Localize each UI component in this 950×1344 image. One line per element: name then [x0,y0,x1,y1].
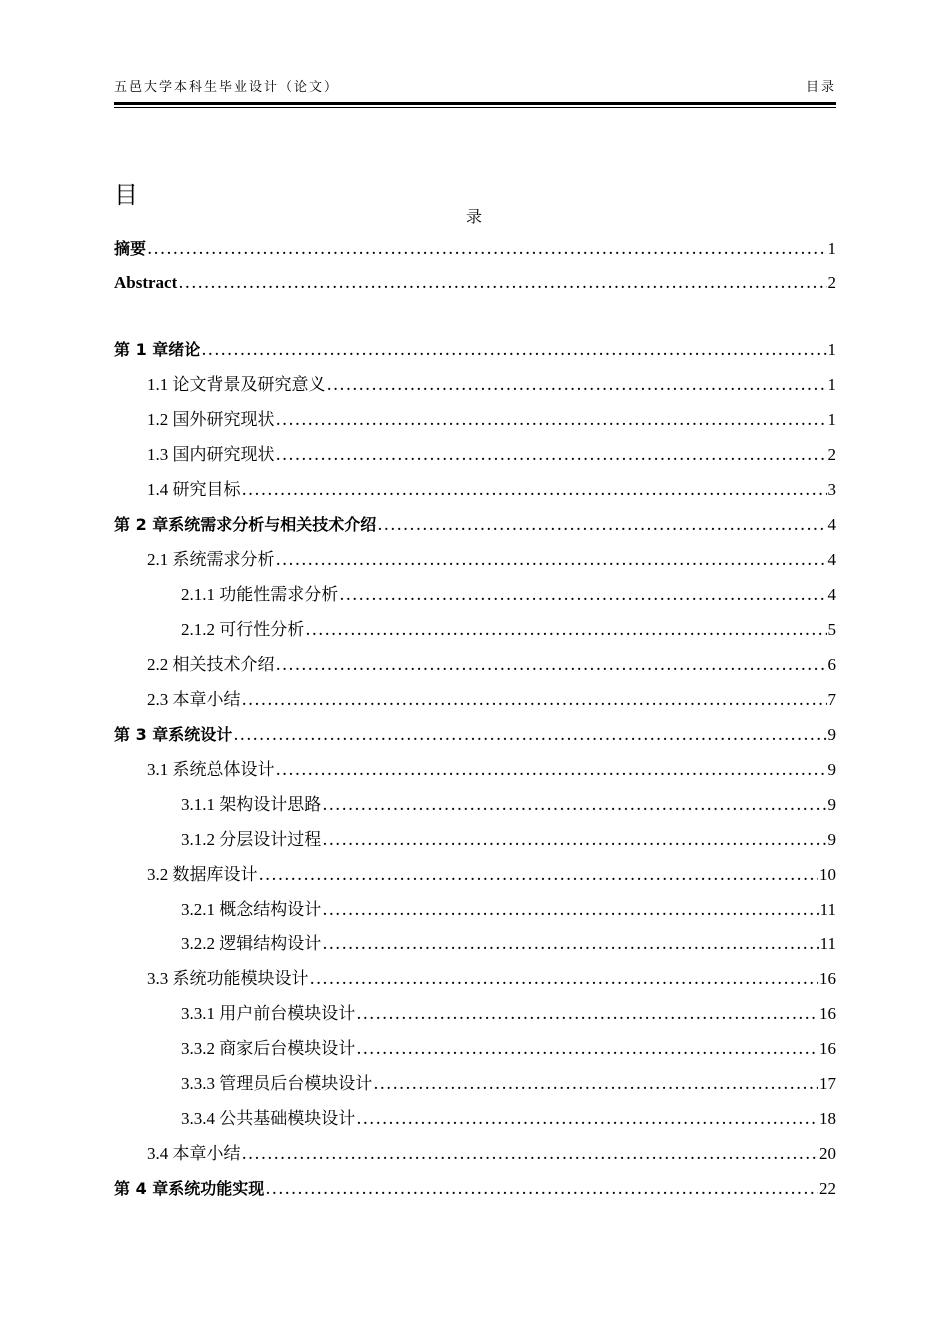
toc-entry[interactable] [114,443,836,467]
toc-entry[interactable] [114,1002,836,1026]
toc-dot-leader [233,723,826,747]
toc-entry[interactable] [114,583,836,607]
toc-entry[interactable] [114,967,836,991]
toc-entry-label: 3.3.1 用户前台模块设计 [181,1004,356,1023]
toc-entry-page-number: 18 [819,1109,836,1128]
toc-dot-leader [259,863,819,887]
toc-entry-page-number: 9 [827,725,836,744]
header-rule-thick [114,102,836,105]
toc-entry[interactable] [114,758,836,782]
toc-entry[interactable] [114,723,836,747]
toc-entry[interactable] [114,1177,836,1201]
toc-entry[interactable] [114,237,836,261]
toc-dot-leader [356,1037,818,1061]
toc-entry-page-number: 7 [827,690,836,709]
toc-dot-leader [147,237,826,261]
toc-dot-leader [322,793,826,817]
toc-dot-leader [242,478,827,502]
toc-entry-page-number: 1 [827,410,836,429]
toc-entry[interactable] [114,1072,836,1096]
toc-entry-page-number: 4 [827,585,836,604]
toc-dot-leader [339,583,826,607]
toc-entry[interactable] [114,1107,836,1131]
toc-dot-leader [276,548,827,572]
toc-entry-page-number: 22 [819,1179,836,1198]
toc-entry-page-number: 9 [827,795,836,814]
toc-entry-page-number: 1 [827,375,836,394]
toc-entry[interactable] [114,478,836,502]
toc-entry-page-number: 20 [819,1144,836,1163]
toc-entry[interactable] [114,548,836,572]
header-thesis-title: 五邑大学本科生毕业设计（论文） [114,80,340,95]
toc-entry[interactable] [114,338,836,362]
toc-dot-leader [276,408,827,432]
toc-entry-page-number: 6 [827,655,836,674]
toc-entry-label: 3.2.1 概念结构设计 [181,900,322,919]
toc-entry-page-number: 1 [827,239,836,258]
toc-entry-label: 3.3 系统功能模块设计 [147,969,309,988]
toc-entry-label: 3.1.2 分层设计过程 [181,830,322,849]
toc-entry[interactable] [114,1037,836,1061]
toc-title-first-char: 目 [114,181,138,209]
toc-entry-page-number: 1 [827,340,836,359]
toc-entry[interactable] [114,513,836,537]
toc-dot-leader [322,932,818,956]
toc-entry-label: 3.1 系统总体设计 [147,760,275,779]
toc-entry-page-number: 16 [819,1039,836,1058]
toc-entry[interactable] [114,793,836,817]
toc-entry[interactable] [114,828,836,852]
header-section-name: 目录 [805,80,836,95]
toc-dot-leader [373,1072,818,1096]
header-rule-thin [114,107,836,108]
toc-dot-leader [322,828,826,852]
page-header [114,78,836,100]
toc-dot-leader [310,967,819,991]
toc-dot-leader [265,1177,818,1201]
toc-dot-leader [276,653,827,677]
toc-entry-label: 2.1.2 可行性分析 [181,620,305,639]
toc-entry-label: 1.4 研究目标 [147,480,241,499]
toc-entry-label: 2.1.1 功能性需求分析 [181,585,339,604]
toc-entry-label: 3.4 本章小结 [147,1144,241,1163]
toc-entry[interactable] [114,271,836,295]
toc-entry-label: 1.2 国外研究现状 [147,410,275,429]
toc-dot-leader [201,338,826,362]
toc-entry-label: 1.3 国内研究现状 [147,445,275,464]
toc-entry-page-number: 9 [827,760,836,779]
toc-entry-label: Abstract [114,273,178,292]
toc-dot-leader [356,1107,818,1131]
toc-entry[interactable] [114,653,836,677]
toc-entry-page-number: 11 [819,934,836,953]
toc-entry-label: 第 2 章系统需求分析与相关技术介绍 [114,515,377,534]
toc-entry[interactable] [114,932,836,956]
toc-dot-leader [305,618,826,642]
toc-dot-leader [276,758,827,782]
toc-dot-leader [377,513,826,537]
toc-entry-label: 2.3 本章小结 [147,690,241,709]
toc-dot-leader [322,898,818,922]
toc-entry-page-number: 17 [819,1074,836,1093]
toc-entry[interactable] [114,688,836,712]
toc-entry-page-number: 3 [827,480,836,499]
toc-entry-label: 第 4 章系统功能实现 [114,1179,265,1198]
toc-entry-page-number: 4 [827,515,836,534]
toc-entry[interactable] [114,373,836,397]
toc-entry-label: 摘要 [114,239,147,258]
toc-entry-page-number: 16 [819,969,836,988]
toc-entry-label: 3.3.2 商家后台模块设计 [181,1039,356,1058]
toc-entry-label: 2.2 相关技术介绍 [147,655,275,674]
toc-entry[interactable] [114,863,836,887]
toc-entry-label: 第 1 章绪论 [114,340,201,359]
toc-entry[interactable] [114,1142,836,1166]
toc-dot-leader [327,373,827,397]
toc-entry-label: 3.2.2 逻辑结构设计 [181,934,322,953]
toc-entry-label: 2.1 系统需求分析 [147,550,275,569]
toc-entry-page-number: 2 [827,445,836,464]
toc-entry-page-number: 9 [827,830,836,849]
toc-entry-label: 第 3 章系统设计 [114,725,233,744]
toc-entry-page-number: 4 [827,550,836,569]
toc-entry-page-number: 2 [827,273,836,292]
toc-dot-leader [356,1002,818,1026]
toc-dot-leader [242,688,827,712]
toc-entry-label: 1.1 论文背景及研究意义 [147,375,326,394]
toc-entry[interactable] [114,408,836,432]
toc-entry-page-number: 10 [819,865,836,884]
toc-entry-label: 3.3.4 公共基础模块设计 [181,1109,356,1128]
toc-entry-page-number: 5 [827,620,836,639]
toc-entry-label: 3.2 数据库设计 [147,865,258,884]
toc-entry-page-number: 11 [819,900,836,919]
toc-dot-leader [242,1142,819,1166]
toc-entry-label: 3.3.3 管理员后台模块设计 [181,1074,373,1093]
toc-entry-label: 3.1.1 架构设计思路 [181,795,322,814]
toc-entry[interactable] [114,898,836,922]
toc-entry-page-number: 16 [819,1004,836,1023]
toc-dot-leader [178,271,826,295]
toc-dot-leader [276,443,827,467]
toc-title-second-char: 录 [466,207,483,226]
toc-entry[interactable] [114,618,836,642]
